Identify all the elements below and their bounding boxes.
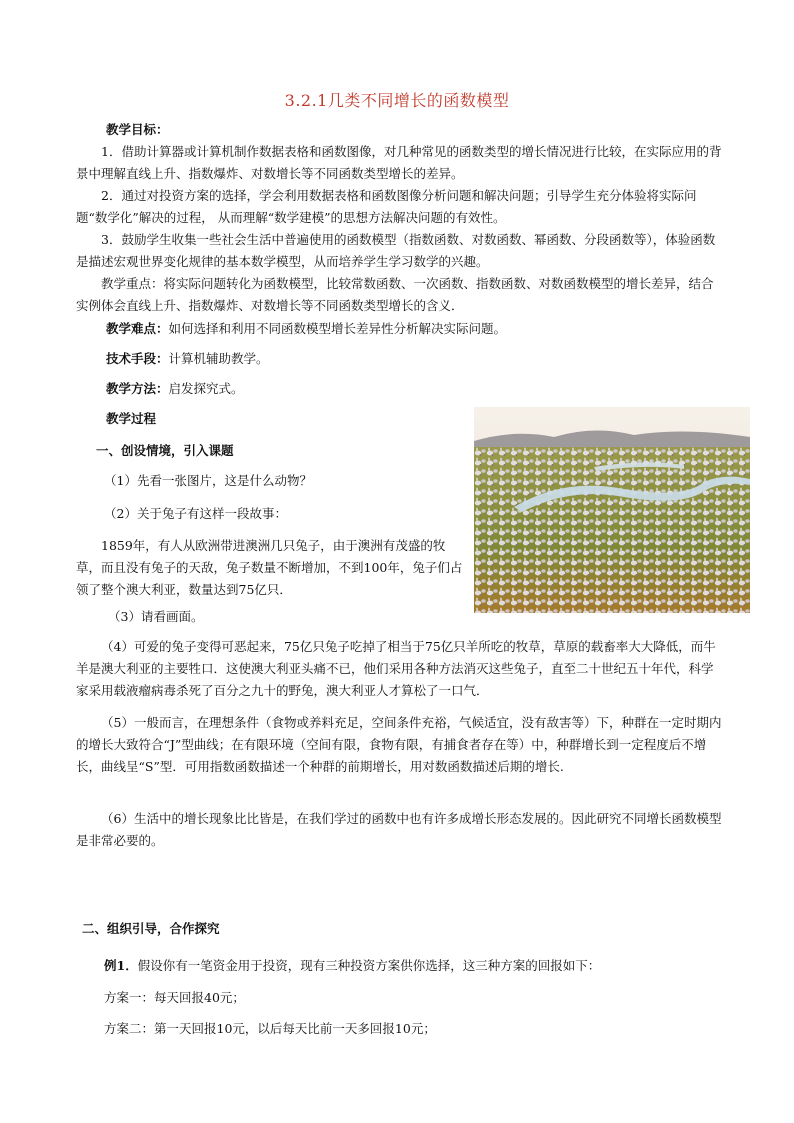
key-point-text: 将实际问题转化为函数模型，比较常数函数、一次函数、指数函数、对数函数模型的增长差异，结合实例体会直线上升、指数爆炸、对数增长等不同函数类型增长的含义． — [76, 276, 714, 313]
section1-step5: （5）一般而言，在理想条件（食物或养料充足，空间条件充裕，气候适宜，没有敌害等）下，种群在一定时期内的增长大致符合“J”型曲线；在有限环境（空间有限，食物有限，有捕食者存在等）中，种群增长到一定程度后不增长，曲线呈“S”型．可用指数函数描述一个种群的前期增长，用对数函数描述后期的增长. — [76, 715, 722, 774]
section1-step3: （3）请看画面。 — [108, 609, 204, 624]
example-1 — [104, 955, 724, 977]
key-point-label: 教学重点： — [101, 276, 164, 291]
rabbits-on-grassland-icon — [474, 407, 750, 613]
example-1-text: 假设你有一笔资金用于投资，现有三种投资方案供你选择，这三种方案的回报如下： — [137, 958, 601, 973]
objective-1: 1．借助计算器或计算机制作数据表格和函数图像，对几种常见的函数类型的增长情况进行比较，在实际应用的背景中理解直线上升、指数爆炸、对数增长等不同函数类型增长的差异。 — [76, 144, 722, 181]
section1-step1: （1）先看一张图片，这是什么动物？ — [104, 473, 312, 488]
section1-step4: （4）可爱的兔子变得可恶起来，75亿只兔子吃掉了相当于75亿只羊所吃的牧草，草原的载畜率大大降低，而牛羊是澳大利亚的主要牲口．这使澳大利亚头痛不已，他们采用各种方法消灭这些兔子，直至二十世纪五十年代，科学家采用载液瘤病毒杀死了百分之九十的野兔，澳大利亚人才算松了一口气． — [76, 639, 716, 698]
document-title: 3.2.1几类不同增长的函数模型 — [284, 91, 510, 110]
tech-text: 计算机辅助教学。 — [168, 351, 269, 366]
rabbits-photo — [474, 407, 750, 613]
rabbit-story: 1859年，有人从欧洲带进澳洲几只兔子，由于澳洲有茂盛的牧草，而且没有兔子的天敌，兔子数量不断增加，不到100年，兔子们占领了整个澳大利亚，数量达到75亿只． — [76, 538, 463, 597]
tech-label: 技术手段： — [106, 351, 169, 366]
process-heading: 教学过程 — [106, 411, 157, 426]
difficulty-text: 如何选择和利用不同函数模型增长差异性分析解决实际问题。 — [168, 321, 507, 336]
method-text: 启发探究式。 — [168, 381, 244, 396]
teaching-method — [106, 378, 726, 400]
key-point — [76, 273, 722, 317]
plan-2: 方案二：第一天回报10元，以后每天比前一天多回报10元； — [104, 1021, 436, 1036]
objectives-heading: 教学目标： — [106, 122, 169, 137]
example-1-label: 例1． — [104, 958, 138, 973]
section2-heading: 二、组织引导，合作探究 — [82, 921, 220, 936]
section1-step6: （6）生活中的增长现象比比皆是，在我们学过的函数中也有许多成增长形态发展的。因此研究不同增长函数模型是非常必要的。 — [76, 811, 722, 848]
difficulty-label: 教学难点： — [106, 321, 169, 336]
objective-3: 3．鼓励学生收集一些社会生活中普遍使用的函数模型（指数函数、对数函数、幂函数、分段函数等），体验函数是描述宏观世界变化规律的基本数学模型，从而培养学生学习数学的兴趣。 — [76, 232, 716, 269]
section1-heading: 一、创设情境，引入课题 — [96, 443, 234, 458]
objective-2: 2．通过对投资方案的选择，学会利用数据表格和函数图像分析问题和解决问题；引导学生充分体验将实际问题“数学化”解决的过程， 从而理解“数学建模”的思想方法解决问题的有效性。 — [76, 188, 697, 225]
section1-step2: （2）关于兔子有这样一段故事： — [104, 506, 287, 521]
method-label: 教学方法： — [106, 381, 169, 396]
difficulty — [106, 318, 726, 340]
tech-means — [106, 348, 726, 370]
plan-1: 方案一：每天回报40元； — [104, 990, 245, 1005]
